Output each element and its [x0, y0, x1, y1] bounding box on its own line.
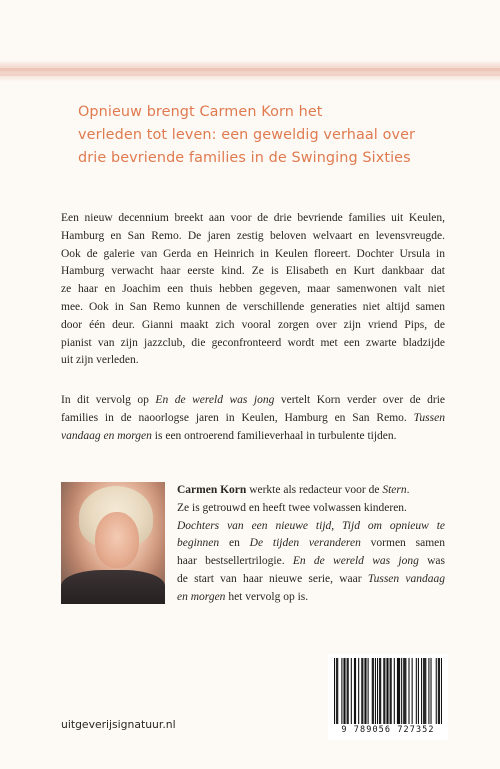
book-title: Tussen — [413, 411, 445, 424]
sequel-line — [61, 392, 445, 410]
barcode-bar — [439, 658, 440, 724]
barcode-bar — [401, 658, 402, 724]
sequel-line — [61, 428, 445, 446]
barcode-bar — [398, 658, 399, 724]
text-run: haar bestsellertrilogie. — [177, 555, 285, 568]
book-title: En de wereld was jong — [292, 555, 419, 568]
barcode-bar — [362, 658, 363, 724]
tagline-line: verleden tot leven: een geweldig verhaal over — [78, 127, 416, 143]
barcode-bar — [372, 658, 373, 724]
barcode-bar — [355, 658, 356, 724]
blurb-line: pianist van zijn jazzclub, die geconfronteerd wordt met een zwarte bladzijde — [61, 336, 445, 349]
text-run: vormen samen — [360, 537, 445, 550]
tagline-line: drie bevriende families in de Swinging Sixties — [78, 150, 411, 166]
barcode-bar — [425, 658, 426, 724]
text-run: families in de naoorlogse jaren in Keulen, Hamburg en San Remo. — [61, 411, 414, 424]
barcode-bar — [384, 658, 385, 724]
blurb-line: door één deur. Gianni maakt zich vooral zorgen over zijn vriend Pips, de — [61, 318, 445, 331]
barcode-bar — [379, 658, 380, 724]
barcode-bar — [343, 658, 344, 724]
author-name: Carmen Korn — [177, 484, 247, 496]
bio-line — [177, 571, 445, 589]
barcode-bar — [347, 658, 348, 724]
barcode-bars — [334, 658, 442, 724]
text-run: In dit vervolg op — [61, 394, 156, 406]
barcode-bar — [418, 658, 419, 724]
author-photo — [61, 482, 165, 604]
bio-line — [177, 535, 445, 553]
barcode-bar — [348, 658, 349, 724]
barcode-bar — [412, 658, 413, 724]
barcode-bar — [383, 658, 384, 724]
barcode-bar — [423, 658, 424, 724]
barcode-bar — [404, 658, 405, 724]
barcode-bar — [334, 658, 335, 724]
barcode-bar — [351, 658, 352, 724]
sequel-paragraph — [61, 392, 445, 445]
barcode-bar — [380, 658, 381, 724]
barcode-bar — [430, 658, 431, 724]
author-face — [95, 512, 139, 568]
blurb-line: Hamburg en San Remo. De jaren zestig beloven welvaart en levensvreugde. — [61, 229, 445, 242]
author-bio — [177, 482, 445, 607]
book-title: Dochters van een nieuwe tijd, Tijd om opnieuw te — [177, 519, 445, 532]
blurb-line: uit zijn verleden. — [61, 354, 139, 367]
barcode-bar — [354, 658, 355, 724]
barcode-bar — [368, 658, 369, 724]
tagline — [78, 101, 458, 170]
author-shoulders — [61, 570, 165, 604]
barcode-bar — [373, 658, 374, 724]
book-title: vandaag en morgen — [61, 429, 152, 442]
barcode-bar — [438, 658, 439, 724]
barcode-bar — [394, 658, 395, 724]
text-run: . — [406, 484, 410, 496]
barcode-bar — [403, 658, 404, 724]
publisher-website-link[interactable]: uitgeverijsignatuur.nl — [61, 718, 176, 731]
blurb-line: Ook de galerie van Gerda en Heinrich in Keulen floreert. Dochter Ursula in — [61, 247, 445, 260]
barcode-bar — [377, 658, 378, 724]
brush-stroke-decoration — [0, 60, 500, 82]
barcode-bar — [405, 658, 406, 724]
blurb-line: Een nieuw decennium breekt aan voor de drie bevriende families uit Keulen, — [61, 212, 445, 224]
bio-line — [177, 589, 445, 607]
blurb-line: mee. Ook in San Remo kunnen de verschillende generaties niet altijd samen — [61, 300, 445, 313]
isbn-barcode — [328, 654, 448, 740]
barcode-bar — [364, 658, 365, 724]
barcode-bar — [399, 658, 400, 724]
barcode-bar — [391, 658, 392, 724]
blurb-paragraph — [61, 210, 445, 370]
barcode-bar — [408, 658, 409, 724]
sequel-line — [61, 410, 445, 428]
book-title: De tijden veranderen — [249, 537, 361, 550]
isbn-number: 9 789056 727352 — [341, 725, 435, 735]
book-title: Tussen vandaag — [367, 572, 446, 585]
book-title: En de wereld was jong — [155, 394, 275, 406]
barcode-bar — [365, 658, 366, 724]
tagline-line: Opnieuw brengt Carmen Korn het — [78, 104, 323, 120]
barcode-bar — [387, 658, 388, 724]
text-run: was — [418, 555, 446, 568]
barcode-bar — [397, 658, 398, 724]
barcode-bar — [386, 658, 387, 724]
text-run: het vervolg op is. — [225, 590, 309, 603]
magazine-title: Stern — [382, 484, 407, 496]
book-title: beginnen — [177, 537, 220, 550]
book-title: en morgen — [177, 590, 226, 603]
barcode-bar — [441, 658, 442, 724]
barcode-bar — [436, 658, 437, 724]
text-run: de start van haar nieuwe serie, waar — [177, 572, 368, 585]
text-run: is een ontroerend familieverhaal in turbulente tijden. — [151, 429, 397, 442]
barcode-bar — [421, 658, 422, 724]
barcode-bar — [341, 658, 342, 724]
barcode-bar — [336, 658, 337, 724]
bio-line — [177, 482, 445, 500]
text-run: werkte als redacteur voor de — [246, 484, 383, 496]
barcode-bar — [428, 658, 429, 724]
barcode-bar — [375, 658, 376, 724]
barcode-bar — [344, 658, 345, 724]
bio-line — [177, 518, 445, 536]
bio-line: Ze is getrouwd en heeft twee volwassen kinderen. — [177, 501, 407, 514]
barcode-bar — [358, 658, 359, 724]
barcode-bar — [361, 658, 362, 724]
barcode-bar — [416, 658, 417, 724]
barcode-bar — [337, 658, 338, 724]
bio-line — [177, 553, 445, 571]
blurb-line: ze haar en Joachim een thuis hebben gegeven, maar samenwonen valt niet — [61, 283, 445, 296]
text-run: en — [219, 537, 250, 550]
blurb-line: Hamburg verwacht haar eerste kind. Ze is Elisabeth en Kurt dankbaar dat — [61, 265, 445, 278]
barcode-bar — [424, 658, 425, 724]
text-run: vertelt Korn verder over de drie — [274, 394, 445, 406]
barcode-bar — [390, 658, 391, 724]
